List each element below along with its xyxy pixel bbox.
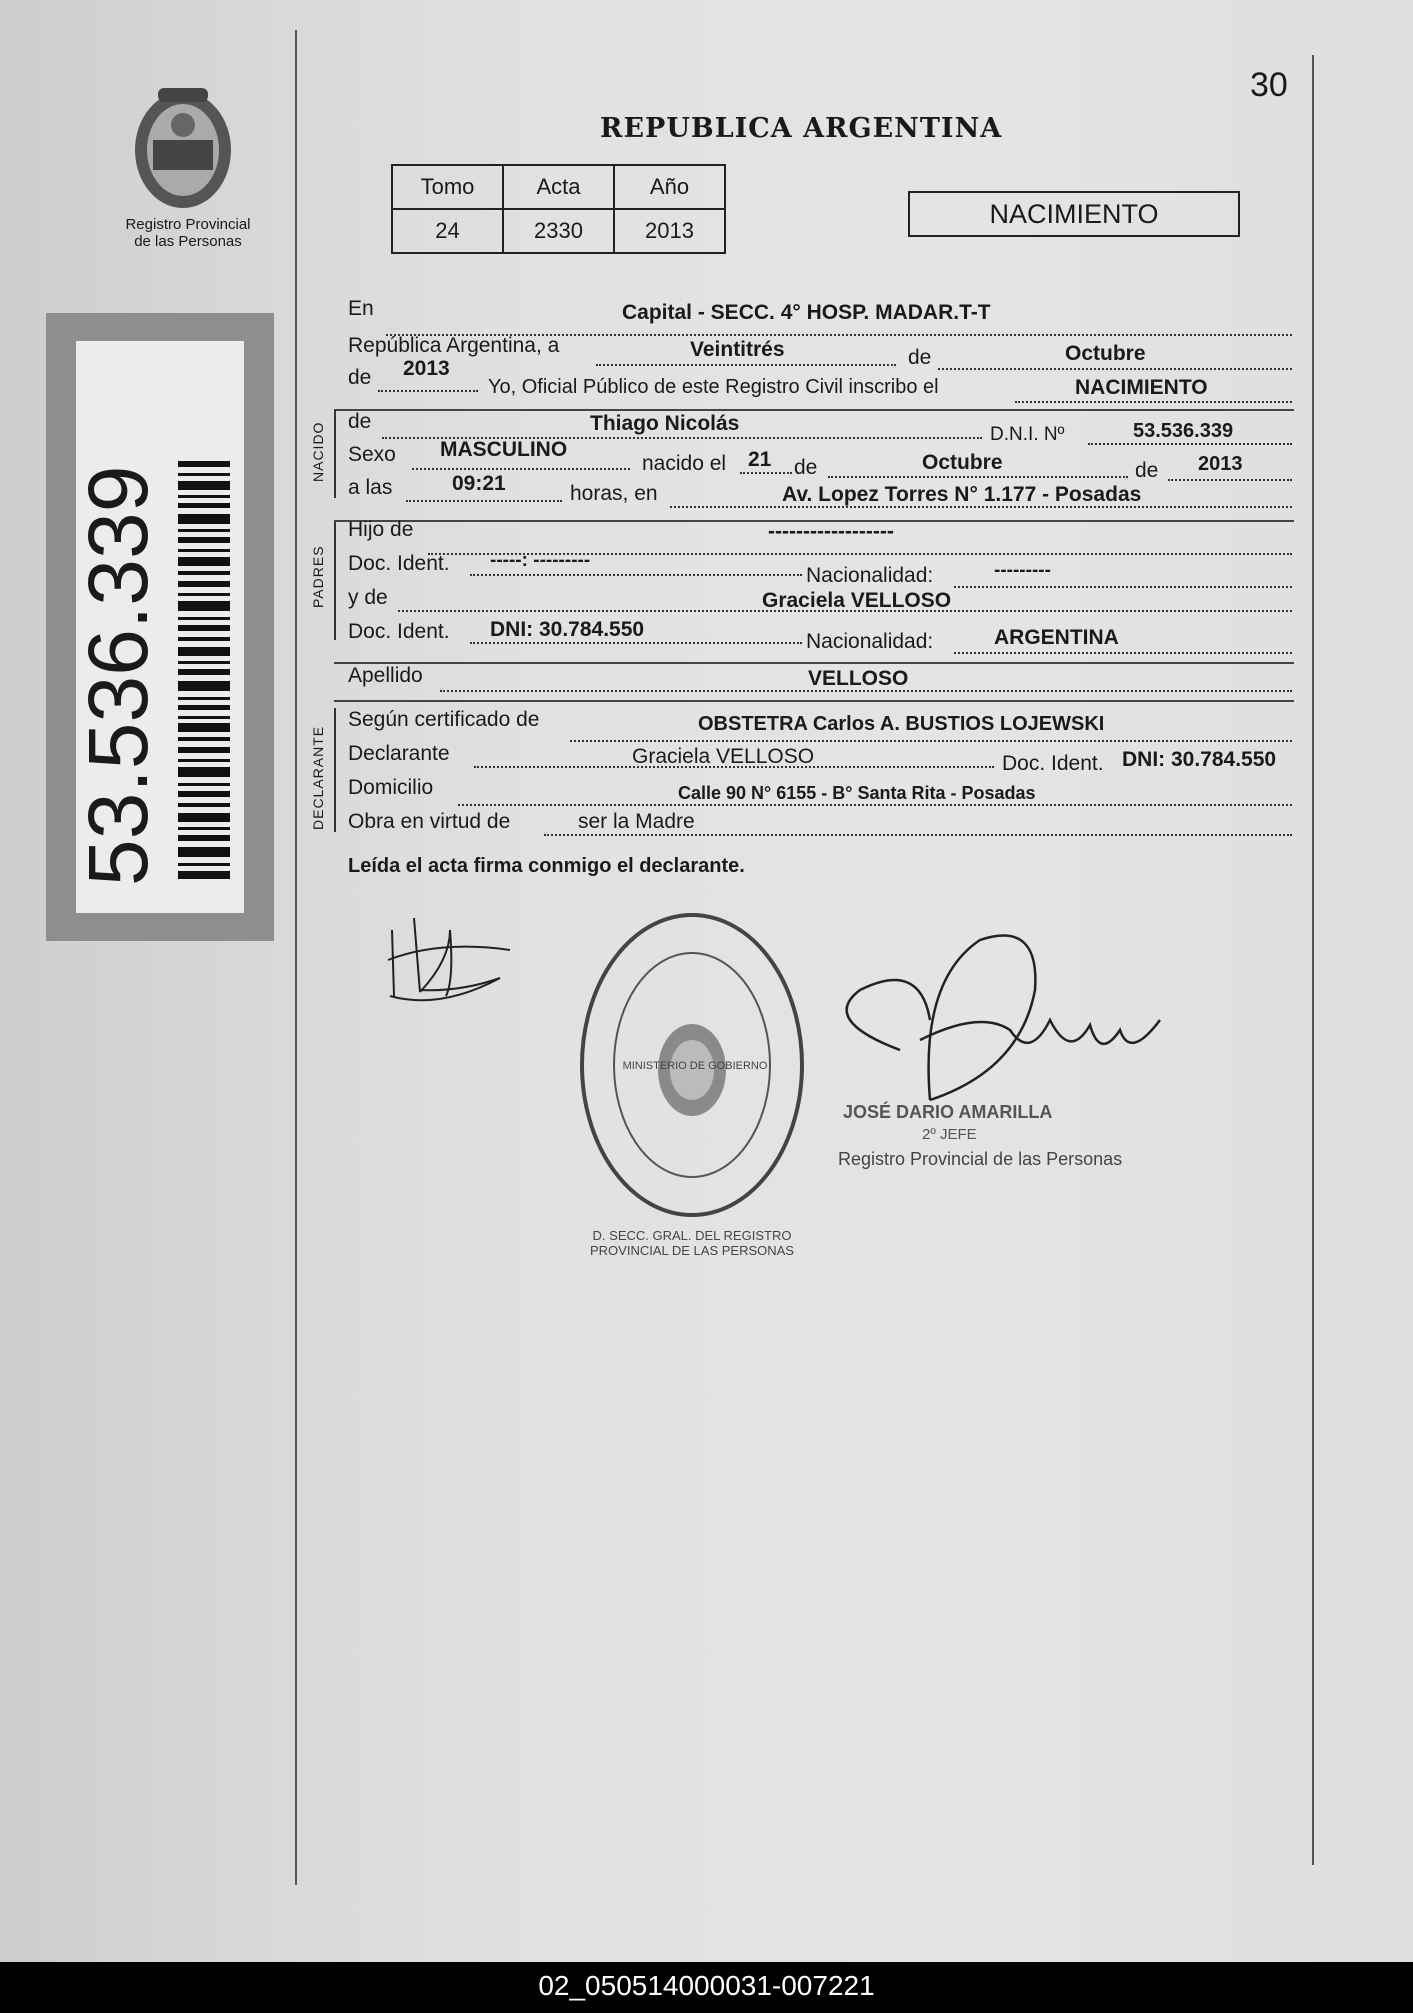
value-madre-nac: ARGENTINA [994, 626, 1119, 649]
label-horas: horas, en [570, 482, 658, 505]
value-padre: ------------------ [768, 520, 894, 543]
value-certificado: OBSTETRA Carlos A. BUSTIOS LOJEWSKI [698, 713, 1105, 735]
value-acta: 2330 [503, 209, 614, 253]
id-number-vertical: 53.536.339 [71, 465, 165, 886]
label-de-day: de [794, 456, 818, 479]
header-anio: Año [614, 165, 725, 209]
label-doc3: Doc. Ident. [1002, 752, 1104, 775]
signer-title: 2º JEFE [922, 1126, 977, 1143]
value-nac-mes: Octubre [922, 451, 1003, 474]
value-lugar-nac: Av. Lopez Torres N° 1.177 - Posadas [782, 483, 1142, 506]
label-republica: República Argentina, a [348, 334, 560, 357]
value-anio: 2013 [403, 357, 450, 380]
act-type-box: NACIMIENTO [908, 191, 1240, 237]
barcode-icon [178, 461, 230, 881]
label-dni: D.N.I. Nº [990, 424, 1065, 445]
label-domicilio: Domicilio [348, 776, 434, 799]
label-sexo: Sexo [348, 443, 396, 466]
official-signature [780, 920, 1180, 1120]
scan-code: 02_050514000031-007221 [538, 1970, 875, 2001]
label-oficial: Yo, Oficial Público de este Registro Civil inscribo el [488, 376, 939, 398]
registry-line-2: de las Personas [134, 233, 242, 250]
value-anio: 2013 [614, 209, 725, 253]
province-seal-icon [128, 80, 238, 212]
document-heading: REPUBLICA ARGENTINA [600, 113, 1003, 144]
label-de-name: de [348, 410, 372, 433]
label-y-de: y de [348, 586, 388, 609]
page-number: 30 [1250, 66, 1288, 104]
right-margin-line [1312, 55, 1314, 1865]
value-tomo: 24 [392, 209, 503, 253]
label-nac2: Nacionalidad: [806, 630, 934, 653]
value-apellido: VELLOSO [808, 667, 909, 690]
label-doc2: Doc. Ident. [348, 620, 450, 643]
side-label-nacido: NACIDO [310, 421, 326, 482]
label-de-yr2: de [1135, 459, 1159, 482]
label-de: de [908, 346, 932, 369]
label-en: En [348, 297, 374, 320]
label-declarante: Declarante [348, 742, 450, 765]
label-a-las: a las [348, 476, 393, 499]
value-sexo: MASCULINO [440, 438, 568, 461]
value-declarante-doc: DNI: 30.784.550 [1122, 748, 1277, 771]
value-padre-doc: -----: --------- [490, 550, 591, 571]
label-apellido: Apellido [348, 664, 423, 687]
label-de-year: de [348, 366, 372, 389]
declarant-signature [380, 900, 530, 1010]
value-obra: ser la Madre [578, 810, 695, 833]
value-mes: Octubre [1065, 342, 1146, 365]
label-hijo: Hijo de [348, 518, 414, 541]
signer-office: Registro Provincial de las Personas [838, 1149, 1123, 1169]
record-table [391, 164, 726, 254]
stamp-ring-text: D. SECC. GRAL. DEL REGISTRO PROVINCIAL DE LAS PERSONAS [590, 1228, 794, 1258]
header-acta: Acta [503, 165, 614, 209]
value-padre-nac: --------- [994, 560, 1051, 581]
label-segun: Según certificado de [348, 708, 540, 731]
signer-name: JOSÉ DARIO AMARILLA [843, 1102, 1053, 1122]
value-madre: Graciela VELLOSO [762, 589, 952, 612]
header-tomo: Tomo [392, 165, 503, 209]
value-madre-doc: DNI: 30.784.550 [490, 618, 645, 641]
label-doc1: Doc. Ident. [348, 552, 450, 575]
value-lugar: Capital - SECC. 4° HOSP. MADAR.T-T [622, 301, 991, 324]
id-barcode-label [46, 313, 274, 941]
registry-line-1: Registro Provincial [125, 216, 251, 233]
registry-caption [108, 216, 268, 250]
closing-statement: Leída el acta firma conmigo el declarante. [348, 855, 745, 877]
value-domicilio: Calle 90 N° 6155 - B° Santa Rita - Posadas [678, 783, 1036, 803]
stamp-inner-text: MINISTERIO DE GOBIERNO [622, 1060, 768, 1072]
label-nac1: Nacionalidad: [806, 564, 934, 587]
label-obra: Obra en virtud de [348, 810, 511, 833]
side-label-declarante: DECLARANTE [310, 725, 326, 830]
value-dni: 53.536.339 [1133, 420, 1234, 442]
left-margin-line [295, 30, 297, 1885]
side-label-padres: PADRES [310, 545, 326, 608]
scan-footer [0, 1962, 1413, 2013]
value-hora: 09:21 [452, 472, 506, 495]
label-nacido: nacido el [642, 452, 727, 475]
value-nombre: Thiago Nicolás [590, 412, 740, 435]
value-tipo: NACIMIENTO [1075, 376, 1208, 399]
value-dia: Veintitrés [690, 338, 785, 361]
value-declarante: Graciela VELLOSO [632, 745, 815, 768]
value-nac-dia: 21 [748, 448, 772, 471]
value-nac-anio: 2013 [1198, 453, 1243, 475]
